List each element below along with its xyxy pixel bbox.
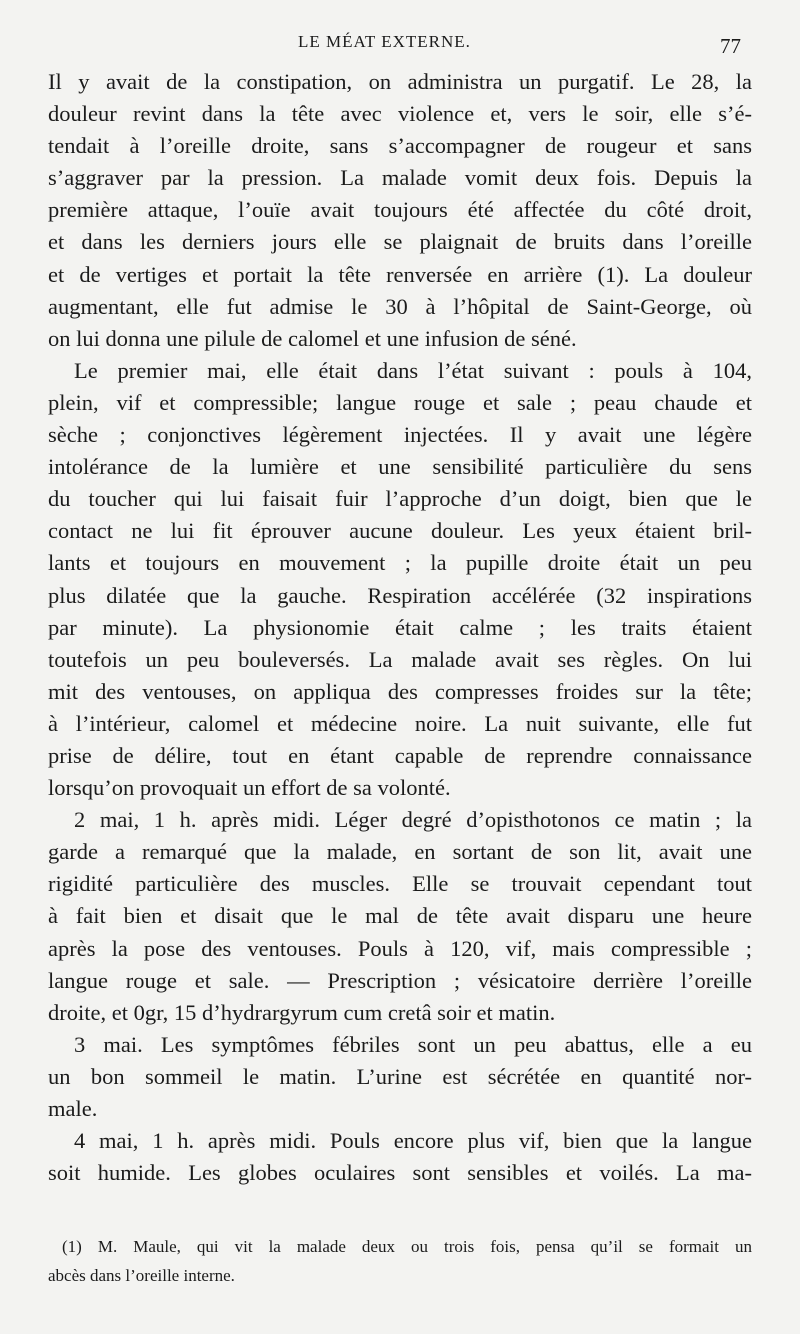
text-line: augmentant, elle fut admise le 30 à l’hôpital de Saint-George, où [48,293,752,319]
text-line: droite, et 0gr, 15 d’hydrargyrum cum cretâ soir et matin. [48,999,556,1025]
text-line: male. [48,1096,98,1121]
text-line: s’aggraver par la pression. La malade vomit deux fois. Depuis la [48,165,752,191]
text-line: garde a remarqué que la malade, en sortant de son lit, avait une [48,839,752,865]
text-line: à fait bien et disait que le mal de tête avait disparu une heure [48,903,752,929]
text-line: soit humide. Les globes oculaires sont sensibles et voilés. La ma- [48,1160,752,1186]
text-line: 4 mai, 1 h. après midi. Pouls encore plus vif, bien que la langue [74,1128,752,1154]
text-line: douleur revint dans la tête avec violence et, vers le soir, elle s’é- [48,101,752,127]
text-line: et dans les derniers jours elle se plaignait de bruits dans l’oreille [48,229,752,255]
text-line: à l’intérieur, calomel et médecine noire. La nuit suivante, elle fut [48,710,752,736]
text-line: un bon sommeil le matin. L’urine est sécrétée en quantité nor- [48,1063,752,1089]
text-line: par minute). La physionomie était calme ; les traits étaient [48,614,752,640]
text-line: prise de délire, tout en étant capable de reprendre connaissance [48,742,752,768]
text-line: on lui donna une pilule de calomel et une infusion de séné. [48,325,577,351]
text-line: Il y avait de la constipation, on administra un purgatif. Le 28, la [48,69,752,94]
text-line: lorsqu’on provoquait un effort de sa volonté. [48,775,451,801]
text-line: 3 mai. Les symptômes fébriles sont un peu abattus, elle a eu [74,1031,752,1057]
footnotes [48,1232,752,1290]
text-line: contact ne lui fit éprouver aucune douleur. Les yeux étaient bril- [48,518,752,544]
text-line: plus dilatée que la gauche. Respiration accélérée (32 inspirations [48,582,752,608]
text-line: tendait à l’oreille droite, sans s’accompagner de rougeur et sans [48,133,752,159]
footnote-line: (1) M. Maule, qui vit la malade deux ou trois fois, pensa qu’il se formait un [62,1237,752,1256]
text-line: et de vertiges et portait la tête renversée en arrière (1). La douleur [48,261,752,287]
text-line: lants et toujours en mouvement ; la pupille droite était un peu [48,550,752,576]
text-line: du toucher qui lui faisait fuir l’approche d’un doigt, bien que le [48,486,752,512]
text-line: Le premier mai, elle était dans l’état suivant : pouls à 104, [74,357,752,383]
text-line: toutefois un peu bouleversés. La malade avait ses règles. On lui [48,646,752,672]
text-line: mit des ventouses, on appliqua des compresses froides sur la tête; [48,678,752,704]
text-line: intolérance de la lumière et une sensibilité particulière du sens [48,454,752,480]
page-number: 77 [720,34,741,58]
footnote-line: abcès dans l’oreille interne. [48,1266,235,1285]
text-line: 2 mai, 1 h. après midi. Léger degré d’opisthotonos ce matin ; la [74,807,752,833]
text-line: après la pose des ventouses. Pouls à 120, vif, mais compressible ; [48,935,752,961]
page-header [0,32,800,62]
text-line: rigidité particulière des muscles. Elle se trouvait cependant tout [48,871,752,897]
body-text [48,66,752,1189]
running-head: LE MÉAT EXTERNE. [298,32,471,51]
text-line: première attaque, l’ouïe avait toujours été affectée du côté droit, [48,197,752,223]
text-line: plein, vif et compressible; langue rouge et sale ; peau chaude et [48,389,752,415]
text-line: langue rouge et sale. — Prescription ; vésicatoire derrière l’oreille [48,967,752,993]
text-line: sèche ; conjonctives légèrement injectées. Il y avait une légère [48,422,752,448]
